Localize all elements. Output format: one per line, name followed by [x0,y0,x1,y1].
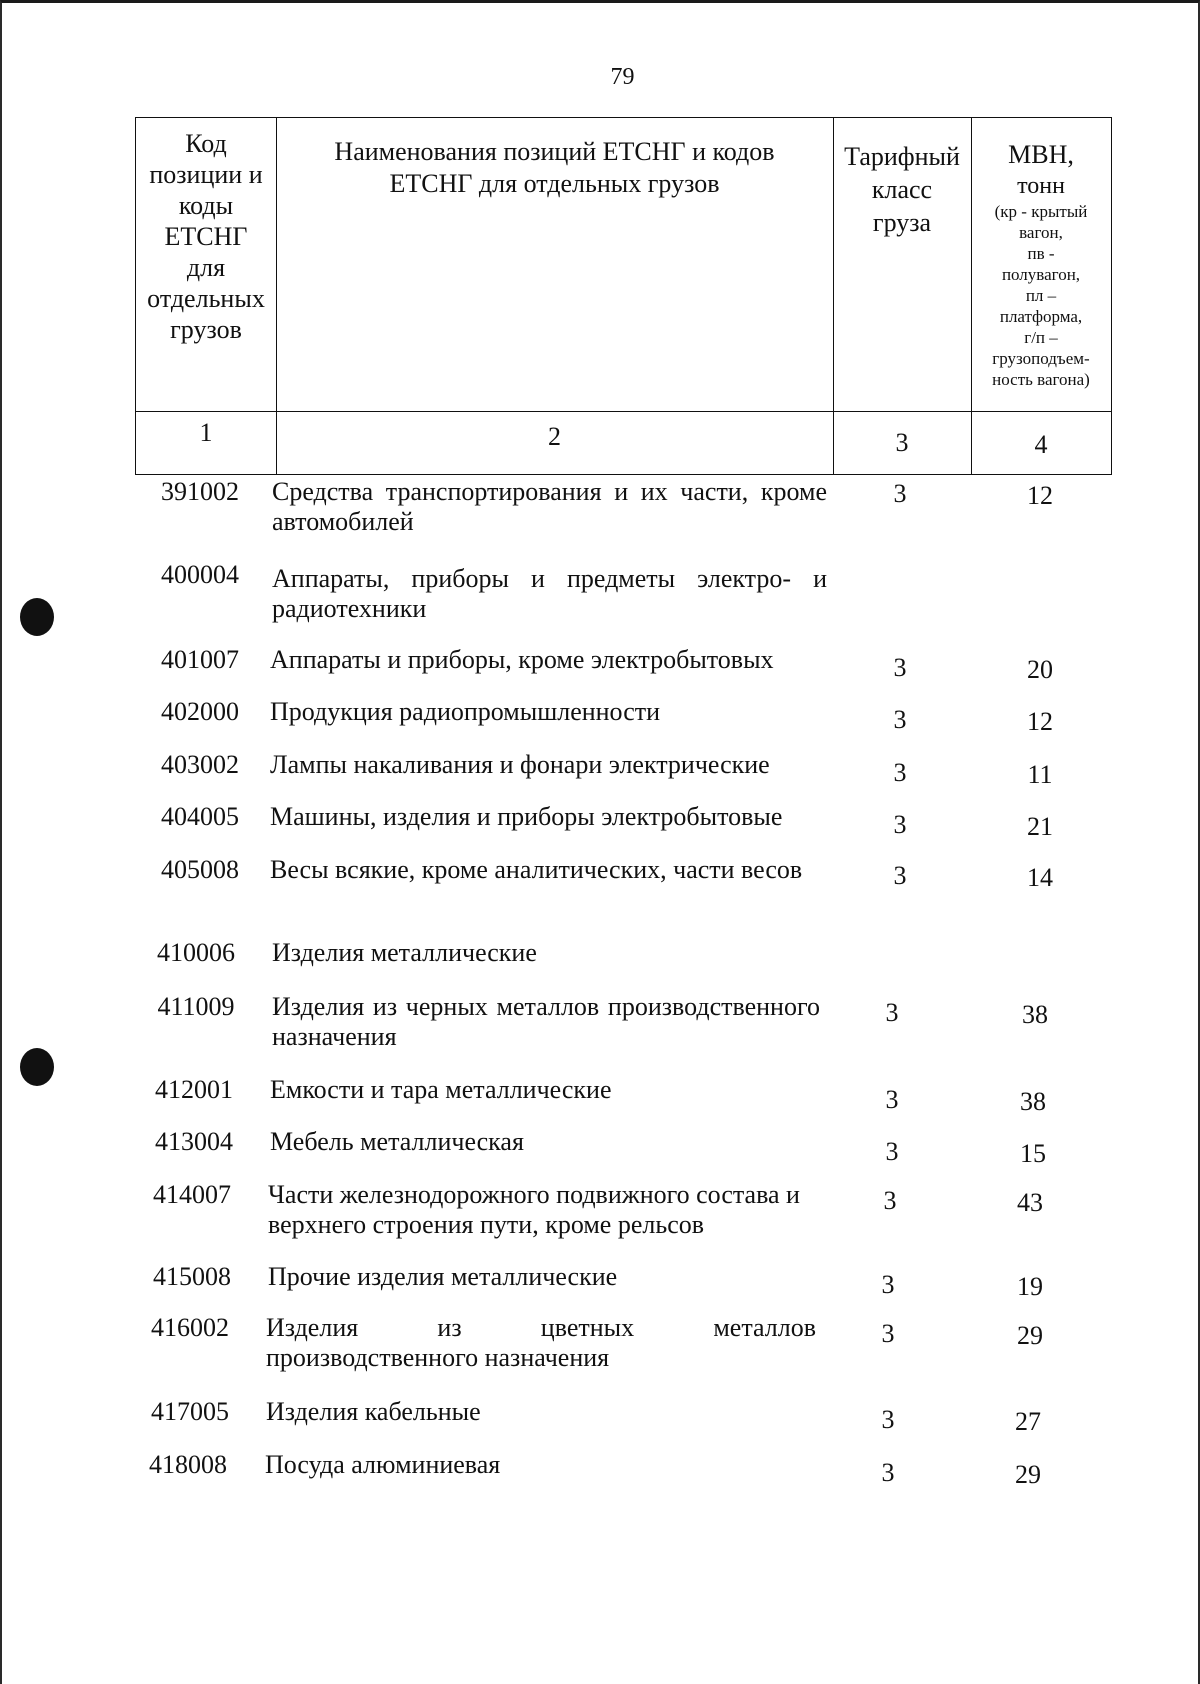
row-mvn: 29 [1015,1460,1041,1489]
row-mvn: 21 [1027,812,1053,841]
row-code: 403002 [161,750,239,779]
row-name: Мебель металлическая [270,1127,524,1156]
row-class: 3 [885,1085,899,1114]
header-col-name: Наименования позиций ЕТСНГ и кодов ЕТСНГ для отдельных грузов [334,137,775,198]
row-name: Изделия кабельные [266,1397,481,1426]
row-code: 401007 [161,645,239,674]
row-name: Посуда алюминиевая [265,1450,501,1479]
row-class: 3 [881,1270,895,1299]
row-name: Средства транспортирования и их части, кроме автомобилей [272,477,827,536]
row-code: 400004 [161,560,239,589]
row-code: 402000 [161,697,239,726]
page-number: 79 [610,64,635,90]
column-number-1: 1 [199,418,213,447]
row-class: 3 [883,1186,897,1215]
row-mvn: 38 [1022,1000,1048,1029]
row-class: 3 [885,1137,899,1166]
row-code: 413004 [155,1127,233,1156]
row-class: 3 [881,1458,895,1487]
row-code: 405008 [161,855,239,884]
header-col-class: Тарифный класс груза [844,142,960,237]
row-name: Прочие изделия металлические [268,1262,618,1291]
row-code: 412001 [155,1075,233,1104]
row-class: 3 [893,705,907,734]
column-number-2: 2 [548,422,561,451]
row-mvn: 29 [1017,1321,1043,1350]
row-code: 415008 [153,1262,231,1291]
row-mvn: 14 [1027,863,1053,892]
row-name: Емкости и тара металлические [270,1075,612,1104]
row-mvn: 15 [1020,1139,1046,1168]
row-code: 418008 [149,1450,227,1479]
row-name: Изделия металлические [272,938,537,967]
column-number-4: 4 [1034,430,1048,459]
row-class: 3 [881,1319,895,1348]
row-class: 3 [893,810,907,839]
row-name: Аппараты, приборы и предметы электро- и радиотехники [272,564,827,623]
header-row-divider [136,411,1111,412]
row-class: 3 [893,861,907,890]
row-mvn: 12 [1027,707,1053,736]
row-mvn: 38 [1020,1087,1046,1116]
row-name: Лампы накаливания и фонари электрические [270,750,770,779]
row-code: 411009 [157,992,235,1021]
row-code: 414007 [153,1180,231,1209]
row-class: 3 [893,653,907,682]
row-name: Продукция радиопромышленности [270,697,661,726]
row-name: Изделия из черных металлов производственного назначения [272,992,820,1051]
row-name: Изделия из цветных металлов производственного назначения [266,1313,816,1372]
column-number-3: 3 [895,428,909,457]
row-code: 417005 [151,1397,229,1426]
row-code: 391002 [161,477,239,506]
row-mvn: 27 [1015,1407,1041,1436]
row-mvn: 11 [1027,760,1053,789]
row-code: 416002 [151,1313,229,1342]
header-col-code: Код позиции и коды ЕТСНГ для отдельных грузов [147,129,265,344]
punch-hole [20,1048,54,1086]
row-mvn: 19 [1017,1272,1043,1301]
header-col-mvn: МВН, тонн (кр - крытый вагон, пв - полувагон, пл – платформа, г/п – грузоподъем- ность вагона) [992,140,1090,389]
row-name: Аппараты и приборы, кроме электробытовых [270,645,774,674]
row-class: 3 [881,1405,895,1434]
row-mvn: 43 [1017,1188,1043,1217]
row-mvn: 12 [1027,481,1053,510]
row-class: 3 [885,998,899,1027]
row-name: Весы всякие, кроме аналитических, части весов [270,855,803,884]
row-code: 410006 [157,938,235,967]
row-class: 3 [893,758,907,787]
row-code: 404005 [161,802,239,831]
table-header [135,117,1112,475]
row-name: Машины, изделия и приборы электробытовые [270,802,783,831]
row-mvn: 20 [1027,655,1053,684]
row-name: Части железнодорожного подвижного состава и верхнего строения пути, кроме рельсов [268,1180,800,1239]
punch-hole [20,598,54,636]
row-class: 3 [893,479,907,508]
